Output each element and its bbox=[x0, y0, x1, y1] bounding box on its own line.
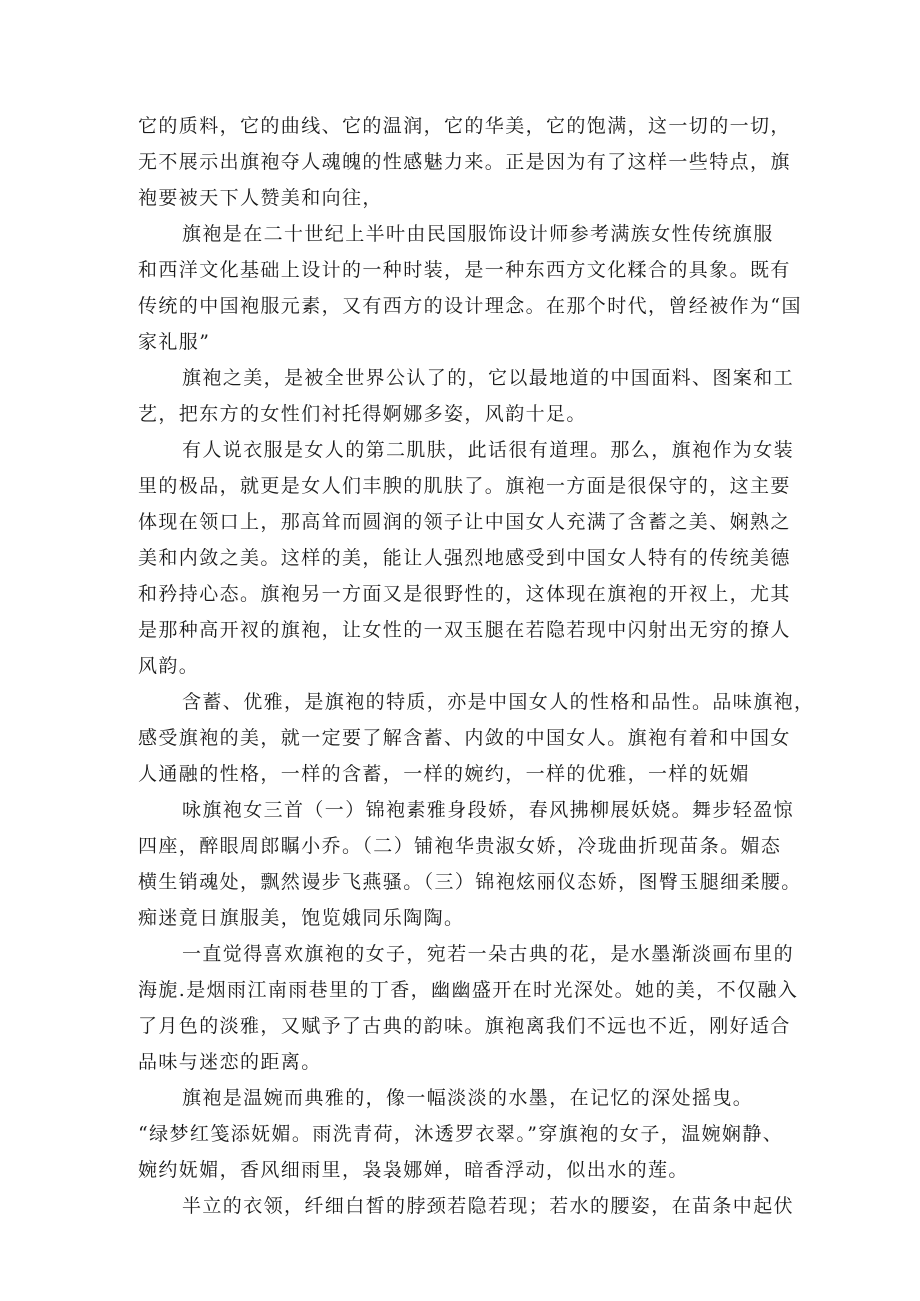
paragraph-first-line: 一直觉得喜欢旗袍的女子，宛若一朵古典的花，是水墨渐淡画布里的 bbox=[182, 943, 795, 965]
text-line: 海旎.是烟雨江南雨巷里的丁香，幽幽盛开在时光深处。她的美，不仅融入 bbox=[138, 979, 799, 1001]
text-line: 艺，把东方的女性们衬托得婀娜多姿，风韵十足。 bbox=[138, 403, 587, 425]
text-line: 里的极品，就更是女人们丰腴的肌肤了。旗袍一方面是很保守的，这主要 bbox=[138, 475, 791, 497]
text-line: 痴迷竟日旗服美，饱览娥同乐陶陶。 bbox=[138, 907, 465, 929]
paragraph-first-line: 半立的衣领，纤细白皙的脖颈若隐若现；若水的腰姿，在苗条中起伏 bbox=[182, 1195, 795, 1217]
text-line: 风韵。 bbox=[138, 655, 200, 677]
text-line: 美和内敛之美。这样的美，能让人强烈地感受到中国女人特有的传统美德 bbox=[138, 547, 791, 569]
text-line: 品味与迷恋的距离。 bbox=[138, 1051, 322, 1073]
text-line: 和矜持心态。旗袍另一方面又是很野性的，这体现在旗袍的开衩上，尤其 bbox=[138, 583, 791, 605]
text-line: 和西洋文化基础上设计的一种时装，是一种东西方文化糅合的具象。既有 bbox=[138, 259, 791, 281]
text-line: 人通融的性格，一样的含蓄，一样的婉约，一样的优雅，一样的妩媚 bbox=[138, 763, 751, 785]
paragraph-first-line: 旗袍是温婉而典雅的，像一幅淡淡的水墨，在记忆的深处摇曳。 bbox=[182, 1087, 754, 1109]
text-line: 了月色的淡雅，又赋予了古典的韵味。旗袍离我们不远也不近，刚好适合 bbox=[138, 1015, 791, 1037]
paragraph-first-line: 旗袍之美，是被全世界公认了的，它以最地道的中国面料、图案和工 bbox=[182, 367, 795, 389]
text-line: 横生销魂处，飘然谩步飞燕骚。（三）锦袍炫丽仪态娇，图臀玉腿细柔腰。 bbox=[138, 871, 802, 893]
text-line: 无不展示出旗袍夺人魂魄的性感魅力来。正是因为有了这样一些特点，旗 bbox=[138, 151, 791, 173]
text-line: 四座，醉眼周郎瞩小乔。（二）铺袍华贵淑女娇，冷珑曲折现苗条。媚态 bbox=[138, 835, 782, 857]
text-line: 是那种高开衩的旗袍，让女性的一双玉腿在若隐若现中闪射出无穷的撩人 bbox=[138, 619, 791, 641]
text-line: 感受旗袍的美，就一定要了解含蓄、内敛的中国女人。旗袍有着和中国女 bbox=[138, 727, 791, 749]
text-line: 婉约妩媚，香风细雨里，袅袅娜婵，暗香浮动，似出水的莲。 bbox=[138, 1159, 689, 1181]
paragraph-first-line: 有人说衣服是女人的第二肌肤，此话很有道理。那么，旗袍作为女装 bbox=[182, 439, 795, 461]
article-body bbox=[138, 108, 815, 1224]
paragraph-first-line: 旗袍是在二十世纪上半叶由民国服饰设计师参考满族女性传统旗服 bbox=[182, 223, 774, 245]
paragraph-first-line: 咏旗袍女三首（一）锦袍素雅身段娇，春风拂柳展妖娆。舞步轻盈惊 bbox=[182, 799, 795, 821]
text-line: 袍要被天下人赞美和向往， bbox=[138, 187, 383, 209]
text-line: 它的质料，它的曲线、它的温润，它的华美，它的饱满，这一切的一切， bbox=[138, 115, 791, 137]
paragraph-first-line: 含蓄、优雅，是旗袍的特质，亦是中国女人的性格和品性。品味旗袍， bbox=[182, 691, 815, 713]
text-line: 体现在领口上，那高耸而圆润的领子让中国女人充满了含蓄之美、娴熟之 bbox=[138, 511, 791, 533]
text-line: “绿梦红笺添妩媚。雨洗青荷，沐透罗衣翠。”穿旗袍的女子，温婉娴静、 bbox=[138, 1123, 784, 1145]
text-line: 家礼服” bbox=[138, 331, 211, 353]
text-line: 传统的中国袍服元素，又有西方的设计理念。在那个时代，曾经被作为“国 bbox=[138, 295, 802, 317]
